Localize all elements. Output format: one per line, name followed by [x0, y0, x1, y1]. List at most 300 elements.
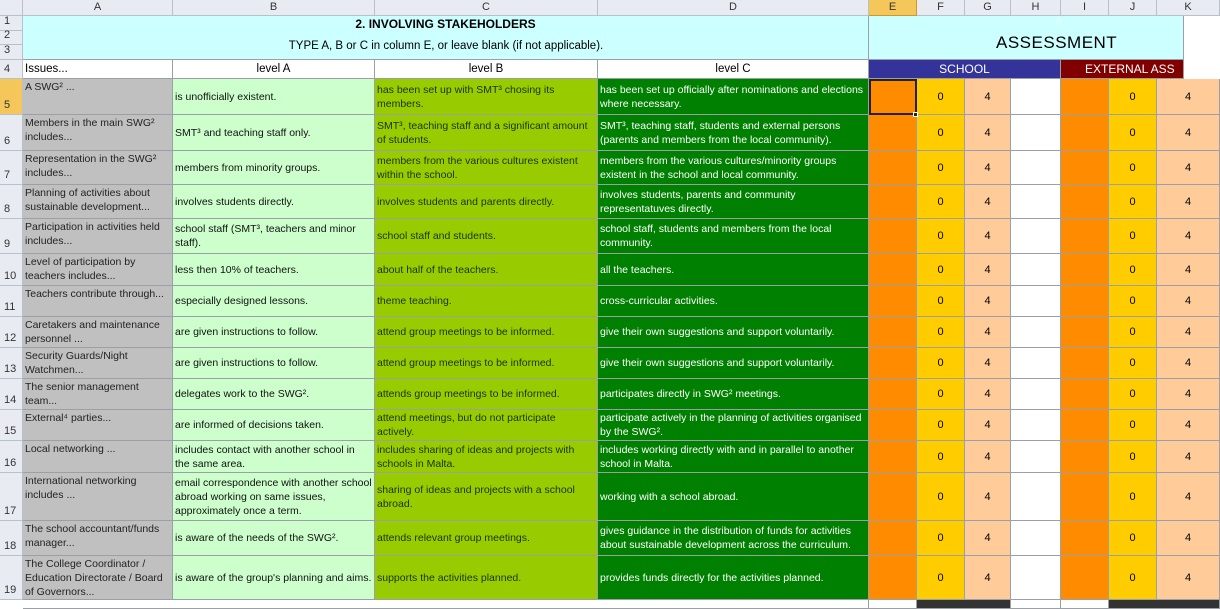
level-a-cell-row6[interactable] [173, 115, 375, 151]
row-20-h[interactable] [1011, 600, 1061, 609]
row-20-e[interactable] [869, 600, 917, 609]
issue-cell-row6-text: Members in the main SWG² includes... [25, 117, 155, 143]
school-answer-input-row8[interactable] [869, 185, 917, 219]
level-c-cell-row10-text: all the teachers. [600, 263, 675, 276]
external-max-row8-text: 4 [1184, 195, 1192, 208]
level-c-cell-row18-text: gives guidance in the distribution of funds for activities about sustainable development across the curriculum. [600, 525, 851, 551]
column-header-h[interactable] [1011, 0, 1061, 16]
external-max-row10[interactable] [1157, 254, 1220, 286]
row-header-16[interactable] [0, 441, 23, 473]
issues-header[interactable] [23, 60, 173, 79]
school-answer-input-row14[interactable] [869, 379, 917, 410]
level-b-cell-row14[interactable] [375, 379, 598, 410]
row-header-14-text: 14 [4, 394, 17, 406]
level-c-cell-row11[interactable] [598, 286, 869, 317]
external-score-row9-text: 0 [1129, 230, 1136, 242]
school-max-row6-text: 4 [984, 126, 991, 139]
column-header-g[interactable] [965, 0, 1011, 16]
external-score-row18[interactable] [1109, 521, 1157, 556]
school-score-row6[interactable] [917, 115, 965, 151]
school-blank-row8[interactable] [1011, 185, 1061, 219]
row-header-19[interactable] [0, 556, 23, 600]
row-header-2-text: 2 [4, 29, 11, 41]
external-score-row5[interactable] [1109, 79, 1157, 115]
level-c-cell-row14[interactable] [598, 379, 869, 410]
school-score-row6-text: 0 [937, 126, 944, 139]
school-score-row11-text: 0 [937, 295, 944, 307]
row-header-15-text: 15 [4, 425, 17, 437]
issue-cell-row6[interactable] [23, 115, 173, 151]
row-header-18[interactable] [0, 521, 23, 556]
external-max-row9[interactable] [1157, 219, 1220, 254]
school-score-row7[interactable] [917, 151, 965, 185]
external-max-row7-text: 4 [1184, 161, 1192, 174]
external-answer-input-row5[interactable] [1061, 79, 1109, 115]
school-score-row11[interactable] [917, 286, 965, 317]
external-score-row7-text: 0 [1129, 161, 1136, 174]
level-a-cell-row13-text: are given instructions to follow. [175, 357, 318, 369]
external-answer-input-row18[interactable] [1061, 521, 1109, 556]
school-max-row17-text: 4 [984, 490, 991, 503]
level-c-cell-row18[interactable] [598, 521, 869, 556]
school-blank-row12[interactable] [1011, 317, 1061, 348]
school-blank-row5[interactable] [1011, 79, 1061, 115]
issue-cell-row14[interactable] [23, 379, 173, 410]
issue-cell-row5-text: A SWG² ... [25, 81, 75, 93]
issue-cell-row19[interactable] [23, 556, 173, 600]
row-20-blank[interactable] [23, 600, 869, 609]
level-a-cell-row18[interactable] [173, 521, 375, 556]
external-score-row19[interactable] [1109, 556, 1157, 600]
row-header-13[interactable] [0, 348, 23, 379]
school-answer-input-row12[interactable] [869, 317, 917, 348]
school-blank-row14[interactable] [1011, 379, 1061, 410]
external-score-row12[interactable] [1109, 317, 1157, 348]
column-header-b[interactable] [173, 0, 375, 16]
level-b-cell-row11-text: theme teaching. [377, 295, 452, 307]
school-max-row9-text: 4 [984, 230, 991, 242]
school-score-row5[interactable] [917, 79, 965, 115]
external-score-row15[interactable] [1109, 410, 1157, 441]
column-header-f[interactable] [917, 0, 965, 16]
external-max-row12[interactable] [1157, 317, 1220, 348]
level-a-cell-row13[interactable] [173, 348, 375, 379]
column-header-c[interactable] [375, 0, 598, 16]
school-answer-input-row17[interactable] [869, 473, 917, 521]
issue-cell-row14-text: The senior management team... [25, 381, 139, 407]
column-header-b-text: B [269, 1, 278, 13]
external-max-row19-text: 4 [1184, 571, 1192, 584]
level-c-cell-row12-text: give their own suggestions and support voluntarily. [600, 326, 835, 338]
school-max-row5[interactable] [965, 79, 1011, 115]
external-max-row13[interactable] [1157, 348, 1220, 379]
external-score-row8[interactable] [1109, 185, 1157, 219]
level-b-cell-row10-text: about half of the teachers. [377, 263, 499, 276]
column-header-d[interactable] [598, 0, 869, 16]
column-header-k[interactable] [1157, 0, 1220, 16]
external-max-row17[interactable] [1157, 473, 1220, 521]
external-answer-input-row10[interactable] [1061, 254, 1109, 286]
external-max-row11-text: 4 [1184, 295, 1192, 307]
external-max-row8[interactable] [1157, 185, 1220, 219]
level-c-cell-row16[interactable] [598, 441, 869, 473]
external-score-row11[interactable] [1109, 286, 1157, 317]
row-header-9-text: 9 [4, 238, 11, 250]
level-b-cell-row12[interactable] [375, 317, 598, 348]
school-score-row13[interactable] [917, 348, 965, 379]
external-answer-input-row9[interactable] [1061, 219, 1109, 254]
row-header-16-text: 16 [4, 457, 17, 469]
school-max-row6[interactable] [965, 115, 1011, 151]
level-c-cell-row14-text: participates directly in SWG² meetings. [600, 388, 781, 400]
level-a-cell-row17-text: email correspondence with another school abroad working on same issues, approximately once a term. [175, 476, 372, 517]
row-header-11[interactable] [0, 286, 23, 317]
school-answer-input-row9[interactable] [869, 219, 917, 254]
level-c-cell-row9[interactable] [598, 219, 869, 254]
school-score-row17[interactable] [917, 473, 965, 521]
issue-cell-row5[interactable] [23, 79, 173, 115]
school-score-row18[interactable] [917, 521, 965, 556]
school-blank-row11[interactable] [1011, 286, 1061, 317]
row-header-8[interactable] [0, 185, 23, 219]
level-b-header[interactable] [375, 60, 598, 79]
school-answer-input-row13[interactable] [869, 348, 917, 379]
level-a-cell-row16-text: includes contact with another school in the same area. [175, 443, 355, 470]
external-answer-input-row8[interactable] [1061, 185, 1109, 219]
level-c-cell-row15[interactable] [598, 410, 869, 441]
sheet-subtitle-text: TYPE A, B or C in column E, or leave blank (if not applicable). [288, 40, 604, 52]
level-a-cell-row9-text: school staff (SMT³, teachers and minor staff). [175, 223, 356, 249]
issue-cell-row7[interactable] [23, 151, 173, 185]
level-c-cell-row6-text: SMT³, teaching staff, students and external persons (parents and members from the local community). [600, 119, 841, 146]
school-answer-input-row5[interactable] [869, 79, 917, 115]
level-b-cell-row16[interactable] [375, 441, 598, 473]
row-20-i[interactable] [1061, 600, 1109, 609]
issue-cell-row9[interactable] [23, 219, 173, 254]
school-blank-row15[interactable] [1011, 410, 1061, 441]
external-max-row18[interactable] [1157, 521, 1220, 556]
external-score-row15-text: 0 [1129, 419, 1136, 431]
row-header-3[interactable] [0, 45, 23, 60]
row-20-jk[interactable] [1109, 600, 1220, 609]
row-header-12-text: 12 [4, 332, 17, 344]
external-max-row11[interactable] [1157, 286, 1220, 317]
external-score-row17[interactable] [1109, 473, 1157, 521]
school-max-row14-text: 4 [984, 388, 991, 400]
level-c-cell-row11-text: cross-curricular activities. [600, 295, 718, 307]
level-a-cell-row18-text: is aware of the needs of the SWG². [175, 532, 339, 544]
row-header-4[interactable] [0, 60, 23, 79]
external-answer-input-row6[interactable] [1061, 115, 1109, 151]
external-score-row8-text: 0 [1129, 195, 1136, 208]
level-b-cell-row7[interactable] [375, 151, 598, 185]
school-answer-input-row15[interactable] [869, 410, 917, 441]
level-b-cell-row9[interactable] [375, 219, 598, 254]
column-header-j[interactable] [1109, 0, 1157, 16]
issue-cell-row19-text: The College Coordinator / Education Directorate / Board of Governors... [25, 558, 163, 598]
issue-cell-row11-text: Teachers contribute through... [25, 288, 164, 300]
level-a-cell-row9[interactable] [173, 219, 375, 254]
level-b-cell-row15[interactable] [375, 410, 598, 441]
issue-cell-row18-text: The school accountant/funds manager... [25, 523, 160, 549]
fill-handle[interactable] [913, 112, 918, 117]
issue-cell-row17-text: International networking includes ... [25, 475, 137, 501]
row-header-19-text: 19 [4, 584, 17, 596]
row-header-13-text: 13 [4, 363, 17, 375]
school-score-row18-text: 0 [937, 532, 944, 544]
school-max-row18[interactable] [965, 521, 1011, 556]
row-header-3-text: 3 [4, 44, 11, 56]
school-group-header[interactable] [869, 60, 1061, 79]
school-max-row16-text: 4 [984, 450, 991, 463]
level-b-cell-row13[interactable] [375, 348, 598, 379]
level-c-cell-row6[interactable] [598, 115, 869, 151]
school-max-row15[interactable] [965, 410, 1011, 441]
row-header-8-text: 8 [4, 203, 11, 215]
school-blank-row13[interactable] [1011, 348, 1061, 379]
row-header-15[interactable] [0, 410, 23, 441]
school-answer-input-row18[interactable] [869, 521, 917, 556]
level-b-cell-row19[interactable] [375, 556, 598, 600]
school-max-row10-text: 4 [984, 263, 991, 276]
school-blank-row7[interactable] [1011, 151, 1061, 185]
assessment-header[interactable] [869, 16, 1184, 60]
external-score-row16[interactable] [1109, 441, 1157, 473]
school-score-row8[interactable] [917, 185, 965, 219]
external-score-row10[interactable] [1109, 254, 1157, 286]
level-a-cell-row14[interactable] [173, 379, 375, 410]
school-max-row11[interactable] [965, 286, 1011, 317]
level-a-cell-row12[interactable] [173, 317, 375, 348]
school-blank-row17[interactable] [1011, 473, 1061, 521]
level-a-cell-row15-text: are informed of decisions taken. [175, 419, 324, 431]
school-answer-input-row7[interactable] [869, 151, 917, 185]
external-answer-input-row11[interactable] [1061, 286, 1109, 317]
external-max-row15[interactable] [1157, 410, 1220, 441]
level-a-cell-row19[interactable] [173, 556, 375, 600]
row-header-1-text: 1 [4, 15, 11, 27]
column-header-d-text: D [729, 1, 737, 13]
level-c-cell-row13-text: give their own suggestions and support voluntarily. [600, 357, 835, 369]
school-blank-row19[interactable] [1011, 556, 1061, 600]
external-answer-input-row7[interactable] [1061, 151, 1109, 185]
level-c-header-text: level C [715, 63, 751, 75]
school-score-row15[interactable] [917, 410, 965, 441]
external-max-row14-text: 4 [1184, 388, 1192, 400]
row-header-9[interactable] [0, 219, 23, 254]
external-answer-input-row14[interactable] [1061, 379, 1109, 410]
level-a-cell-row16[interactable] [173, 441, 375, 473]
external-max-row6[interactable] [1157, 115, 1220, 151]
level-c-cell-row8[interactable] [598, 185, 869, 219]
level-a-cell-row7-text: members from minority groups. [175, 161, 321, 174]
school-answer-input-row19[interactable] [869, 556, 917, 600]
school-blank-row10[interactable] [1011, 254, 1061, 286]
column-header-a[interactable] [23, 0, 173, 16]
issue-cell-row12[interactable] [23, 317, 173, 348]
issue-cell-row10[interactable] [23, 254, 173, 286]
school-max-row18-text: 4 [984, 532, 991, 544]
school-score-row12[interactable] [917, 317, 965, 348]
level-c-cell-row10[interactable] [598, 254, 869, 286]
external-answer-input-row17[interactable] [1061, 473, 1109, 521]
school-max-row12[interactable] [965, 317, 1011, 348]
row-header-6[interactable] [0, 115, 23, 151]
issue-cell-row9-text: Participation in activities held includes... [25, 221, 160, 247]
column-header-i[interactable] [1061, 0, 1109, 16]
row-header-4-text: 4 [4, 63, 11, 75]
column-header-f-text: F [937, 1, 944, 13]
school-max-row17[interactable] [965, 473, 1011, 521]
row-header-10[interactable] [0, 254, 23, 286]
level-a-header-text: level A [256, 63, 291, 75]
level-b-cell-row8-text: involves students and parents directly. [377, 195, 555, 208]
column-header-k-text: K [1184, 1, 1192, 13]
row-header-5[interactable] [0, 79, 23, 115]
sheet-subtitle[interactable] [23, 33, 869, 59]
assessment-mark: A [1055, 16, 1063, 28]
school-max-row19[interactable] [965, 556, 1011, 600]
issue-cell-row18[interactable] [23, 521, 173, 556]
level-a-cell-row11[interactable] [173, 286, 375, 317]
school-max-row8[interactable] [965, 185, 1011, 219]
level-c-cell-row15-text: participate actively in the planning of activities organised by the SWG². [600, 412, 862, 438]
level-b-cell-row18[interactable] [375, 521, 598, 556]
row-header-12[interactable] [0, 317, 23, 348]
level-a-cell-row7[interactable] [173, 151, 375, 185]
column-header-e[interactable] [869, 0, 917, 16]
school-score-row9[interactable] [917, 219, 965, 254]
level-b-cell-row16-text: includes sharing of ideas and projects with schools in Malta. [377, 443, 575, 470]
level-b-cell-row8[interactable] [375, 185, 598, 219]
school-answer-input-row16[interactable] [869, 441, 917, 473]
external-max-row9-text: 4 [1184, 230, 1192, 242]
school-max-row10[interactable] [965, 254, 1011, 286]
school-max-row13[interactable] [965, 348, 1011, 379]
external-score-row9[interactable] [1109, 219, 1157, 254]
school-max-row14[interactable] [965, 379, 1011, 410]
level-c-cell-row19[interactable] [598, 556, 869, 600]
external-max-row16[interactable] [1157, 441, 1220, 473]
school-blank-row18[interactable] [1011, 521, 1061, 556]
level-a-cell-row5-text: is unofficially existent. [175, 90, 277, 103]
level-b-cell-row13-text: attend group meetings to be informed. [377, 357, 555, 369]
school-blank-row9[interactable] [1011, 219, 1061, 254]
external-score-row6[interactable] [1109, 115, 1157, 151]
issue-cell-row13[interactable] [23, 348, 173, 379]
external-score-row7[interactable] [1109, 151, 1157, 185]
level-c-cell-row7[interactable] [598, 151, 869, 185]
row-20-fg[interactable] [917, 600, 1011, 609]
school-answer-input-row11[interactable] [869, 286, 917, 317]
level-a-cell-row5[interactable] [173, 79, 375, 115]
school-blank-row16[interactable] [1011, 441, 1061, 473]
row-header-17[interactable] [0, 473, 23, 521]
row-header-14[interactable] [0, 379, 23, 410]
level-b-cell-row15-text: attend meetings, but do not participate actively. [377, 412, 556, 438]
external-score-row18-text: 0 [1129, 532, 1136, 544]
level-c-cell-row7-text: members from the various cultures/minority groups existent in the school and local community. [600, 154, 837, 181]
issue-cell-row16[interactable] [23, 441, 173, 473]
row-header-18-text: 18 [4, 540, 17, 552]
row-header-7[interactable] [0, 151, 23, 185]
level-b-cell-row5[interactable] [375, 79, 598, 115]
level-b-cell-row17-text: sharing of ideas and projects with a school abroad. [377, 483, 575, 510]
level-c-cell-row13[interactable] [598, 348, 869, 379]
school-max-row16[interactable] [965, 441, 1011, 473]
level-b-cell-row6[interactable] [375, 115, 598, 151]
level-c-cell-row17[interactable] [598, 473, 869, 521]
external-answer-input-row19[interactable] [1061, 556, 1109, 600]
external-max-row13-text: 4 [1184, 357, 1192, 369]
external-max-row19[interactable] [1157, 556, 1220, 600]
issue-cell-row12-text: Caretakers and maintenance personnel ... [25, 319, 160, 345]
external-score-row12-text: 0 [1129, 326, 1136, 338]
external-answer-input-row15[interactable] [1061, 410, 1109, 441]
school-max-row9[interactable] [965, 219, 1011, 254]
external-answer-input-row12[interactable] [1061, 317, 1109, 348]
level-a-cell-row15[interactable] [173, 410, 375, 441]
external-max-row7[interactable] [1157, 151, 1220, 185]
level-a-cell-row8[interactable] [173, 185, 375, 219]
issue-cell-row17[interactable] [23, 473, 173, 521]
issue-cell-row15[interactable] [23, 410, 173, 441]
school-score-row19[interactable] [917, 556, 965, 600]
school-score-row16-text: 0 [937, 450, 944, 463]
level-b-cell-row11[interactable] [375, 286, 598, 317]
issue-cell-row11[interactable] [23, 286, 173, 317]
external-assessment-header-text: EXTERNAL ASS [1085, 62, 1175, 76]
school-answer-input-row6[interactable] [869, 115, 917, 151]
school-answer-input-row10[interactable] [869, 254, 917, 286]
school-max-row7[interactable] [965, 151, 1011, 185]
school-max-row11-text: 4 [984, 295, 991, 307]
external-score-row14[interactable] [1109, 379, 1157, 410]
level-c-cell-row5[interactable] [598, 79, 869, 115]
external-answer-input-row16[interactable] [1061, 441, 1109, 473]
external-max-row5[interactable] [1157, 79, 1220, 115]
level-a-cell-row8-text: involves students directly. [175, 195, 294, 208]
school-score-row16[interactable] [917, 441, 965, 473]
external-assessment-header[interactable] [1061, 60, 1184, 79]
external-max-row6-text: 4 [1184, 126, 1192, 139]
school-blank-row6[interactable] [1011, 115, 1061, 151]
level-a-cell-row12-text: are given instructions to follow. [175, 326, 318, 338]
level-a-header[interactable] [173, 60, 375, 79]
level-b-cell-row17[interactable] [375, 473, 598, 521]
level-b-cell-row12-text: attend group meetings to be informed. [377, 326, 555, 338]
school-score-row14-text: 0 [937, 388, 944, 400]
school-score-row9-text: 0 [937, 230, 944, 242]
level-a-cell-row17[interactable] [173, 473, 375, 521]
school-score-row14[interactable] [917, 379, 965, 410]
level-a-cell-row11-text: especially designed lessons. [175, 295, 309, 307]
external-max-row12-text: 4 [1184, 326, 1192, 338]
issue-cell-row16-text: Local networking ... [25, 443, 116, 455]
external-max-row16-text: 4 [1184, 450, 1192, 463]
school-max-row19-text: 4 [984, 571, 991, 584]
level-c-header[interactable] [598, 60, 869, 79]
level-a-cell-row19-text: is aware of the group's planning and aims. [175, 571, 372, 584]
level-b-cell-row10[interactable] [375, 254, 598, 286]
school-score-row10[interactable] [917, 254, 965, 286]
external-score-row13[interactable] [1109, 348, 1157, 379]
external-max-row14[interactable] [1157, 379, 1220, 410]
level-c-cell-row12[interactable] [598, 317, 869, 348]
external-answer-input-row13[interactable] [1061, 348, 1109, 379]
issue-cell-row8[interactable] [23, 185, 173, 219]
level-a-cell-row10[interactable] [173, 254, 375, 286]
